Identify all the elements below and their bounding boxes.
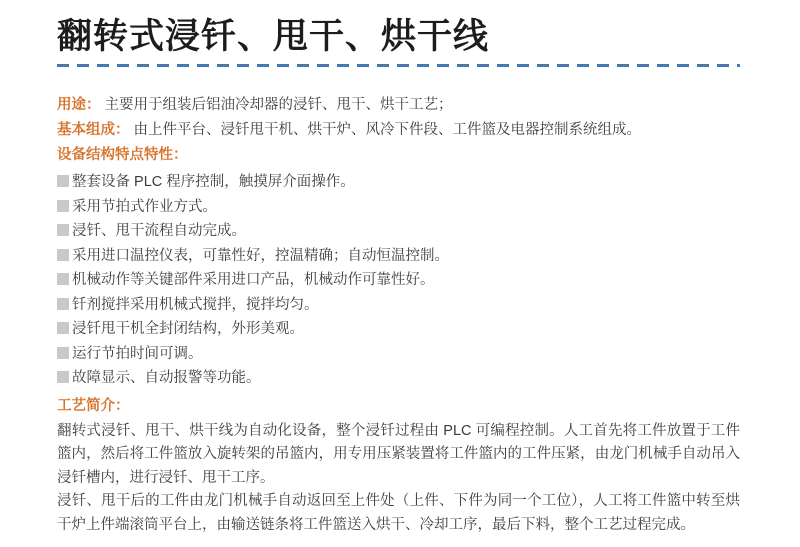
usage-label: 用途： bbox=[57, 97, 101, 113]
feature-text: 故障显示、自动报警等功能。 bbox=[72, 370, 261, 386]
feature-text: 机械动作等关键部件采用进口产品，机械动作可靠性好。 bbox=[72, 272, 435, 288]
feature-item bbox=[57, 268, 740, 293]
features-list bbox=[57, 170, 740, 391]
title-divider bbox=[57, 64, 740, 67]
feature-text: 浸钎甩干机全封闭结构，外形美观。 bbox=[72, 321, 304, 337]
feature-text: 钎剂搅拌采用机械式搅拌，搅拌均匀。 bbox=[72, 296, 319, 313]
feature-text: 采用节拍式作业方式。 bbox=[72, 198, 217, 215]
bullet-square-icon bbox=[57, 200, 69, 212]
process-paragraph-1: 翻转式浸钎、甩干、烘干线为自动化设备，整个浸钎过程由 PLC 可编程控制。人工首先将工件放置于工件篮内，然后将工件篮放入旋转架的吊篮内，用专用压紧装置将工件篮内的工件压紧，由龙门机械手自动吊入浸钎槽内，进行浸钎、甩干工序。 bbox=[57, 422, 740, 486]
usage-text: 主要用于组装后铝油冷却器的浸钎、甩干、烘干工艺； bbox=[104, 97, 453, 113]
feature-item bbox=[57, 317, 740, 342]
feature-text: 采用进口温控仪表，可靠性好，控温精确；自动恒温控制。 bbox=[72, 247, 449, 264]
feature-text: 整套设备 PLC 程序控制，触摸屏介面操作。 bbox=[72, 174, 355, 190]
bullet-square-icon bbox=[57, 322, 69, 334]
feature-item bbox=[57, 170, 740, 195]
bullet-square-icon bbox=[57, 371, 69, 383]
bullet-square-icon bbox=[57, 249, 69, 261]
page-title: 翻转式浸钎、甩干、烘干线 bbox=[57, 17, 490, 56]
bullet-square-icon bbox=[57, 347, 69, 359]
feature-item bbox=[57, 195, 740, 220]
composition-label: 基本组成： bbox=[57, 122, 130, 138]
feature-text: 浸钎、甩干流程自动完成。 bbox=[72, 223, 246, 239]
feature-item bbox=[57, 342, 740, 367]
process-paragraph-2: 浸钎、甩干后的工件由龙门机械手自动返回至上件处（上件、下件为同一个工位），人工将工件篮中转至烘干炉上件端滚筒平台上，由输送链条将工件篮送入烘干、冷却工序，最后下料，整个工艺过程完成。 bbox=[57, 493, 740, 533]
feature-item bbox=[57, 219, 740, 244]
feature-item bbox=[57, 293, 740, 318]
bullet-square-icon bbox=[57, 273, 69, 285]
feature-item bbox=[57, 366, 740, 391]
bullet-square-icon bbox=[57, 224, 69, 236]
feature-item bbox=[57, 244, 740, 269]
usage-line bbox=[57, 93, 740, 118]
bullet-square-icon bbox=[57, 298, 69, 310]
feature-text: 运行节拍时间可调。 bbox=[72, 345, 203, 362]
features-heading: 设备结构特点特性： bbox=[57, 147, 188, 163]
composition-line bbox=[57, 118, 740, 143]
composition-text: 由上件平台、浸钎甩干机、烘干炉、风冷下件段、工件篮及电器控制系统组成。 bbox=[133, 122, 642, 138]
process-heading: 工艺简介： bbox=[57, 397, 130, 414]
bullet-square-icon bbox=[57, 175, 69, 187]
